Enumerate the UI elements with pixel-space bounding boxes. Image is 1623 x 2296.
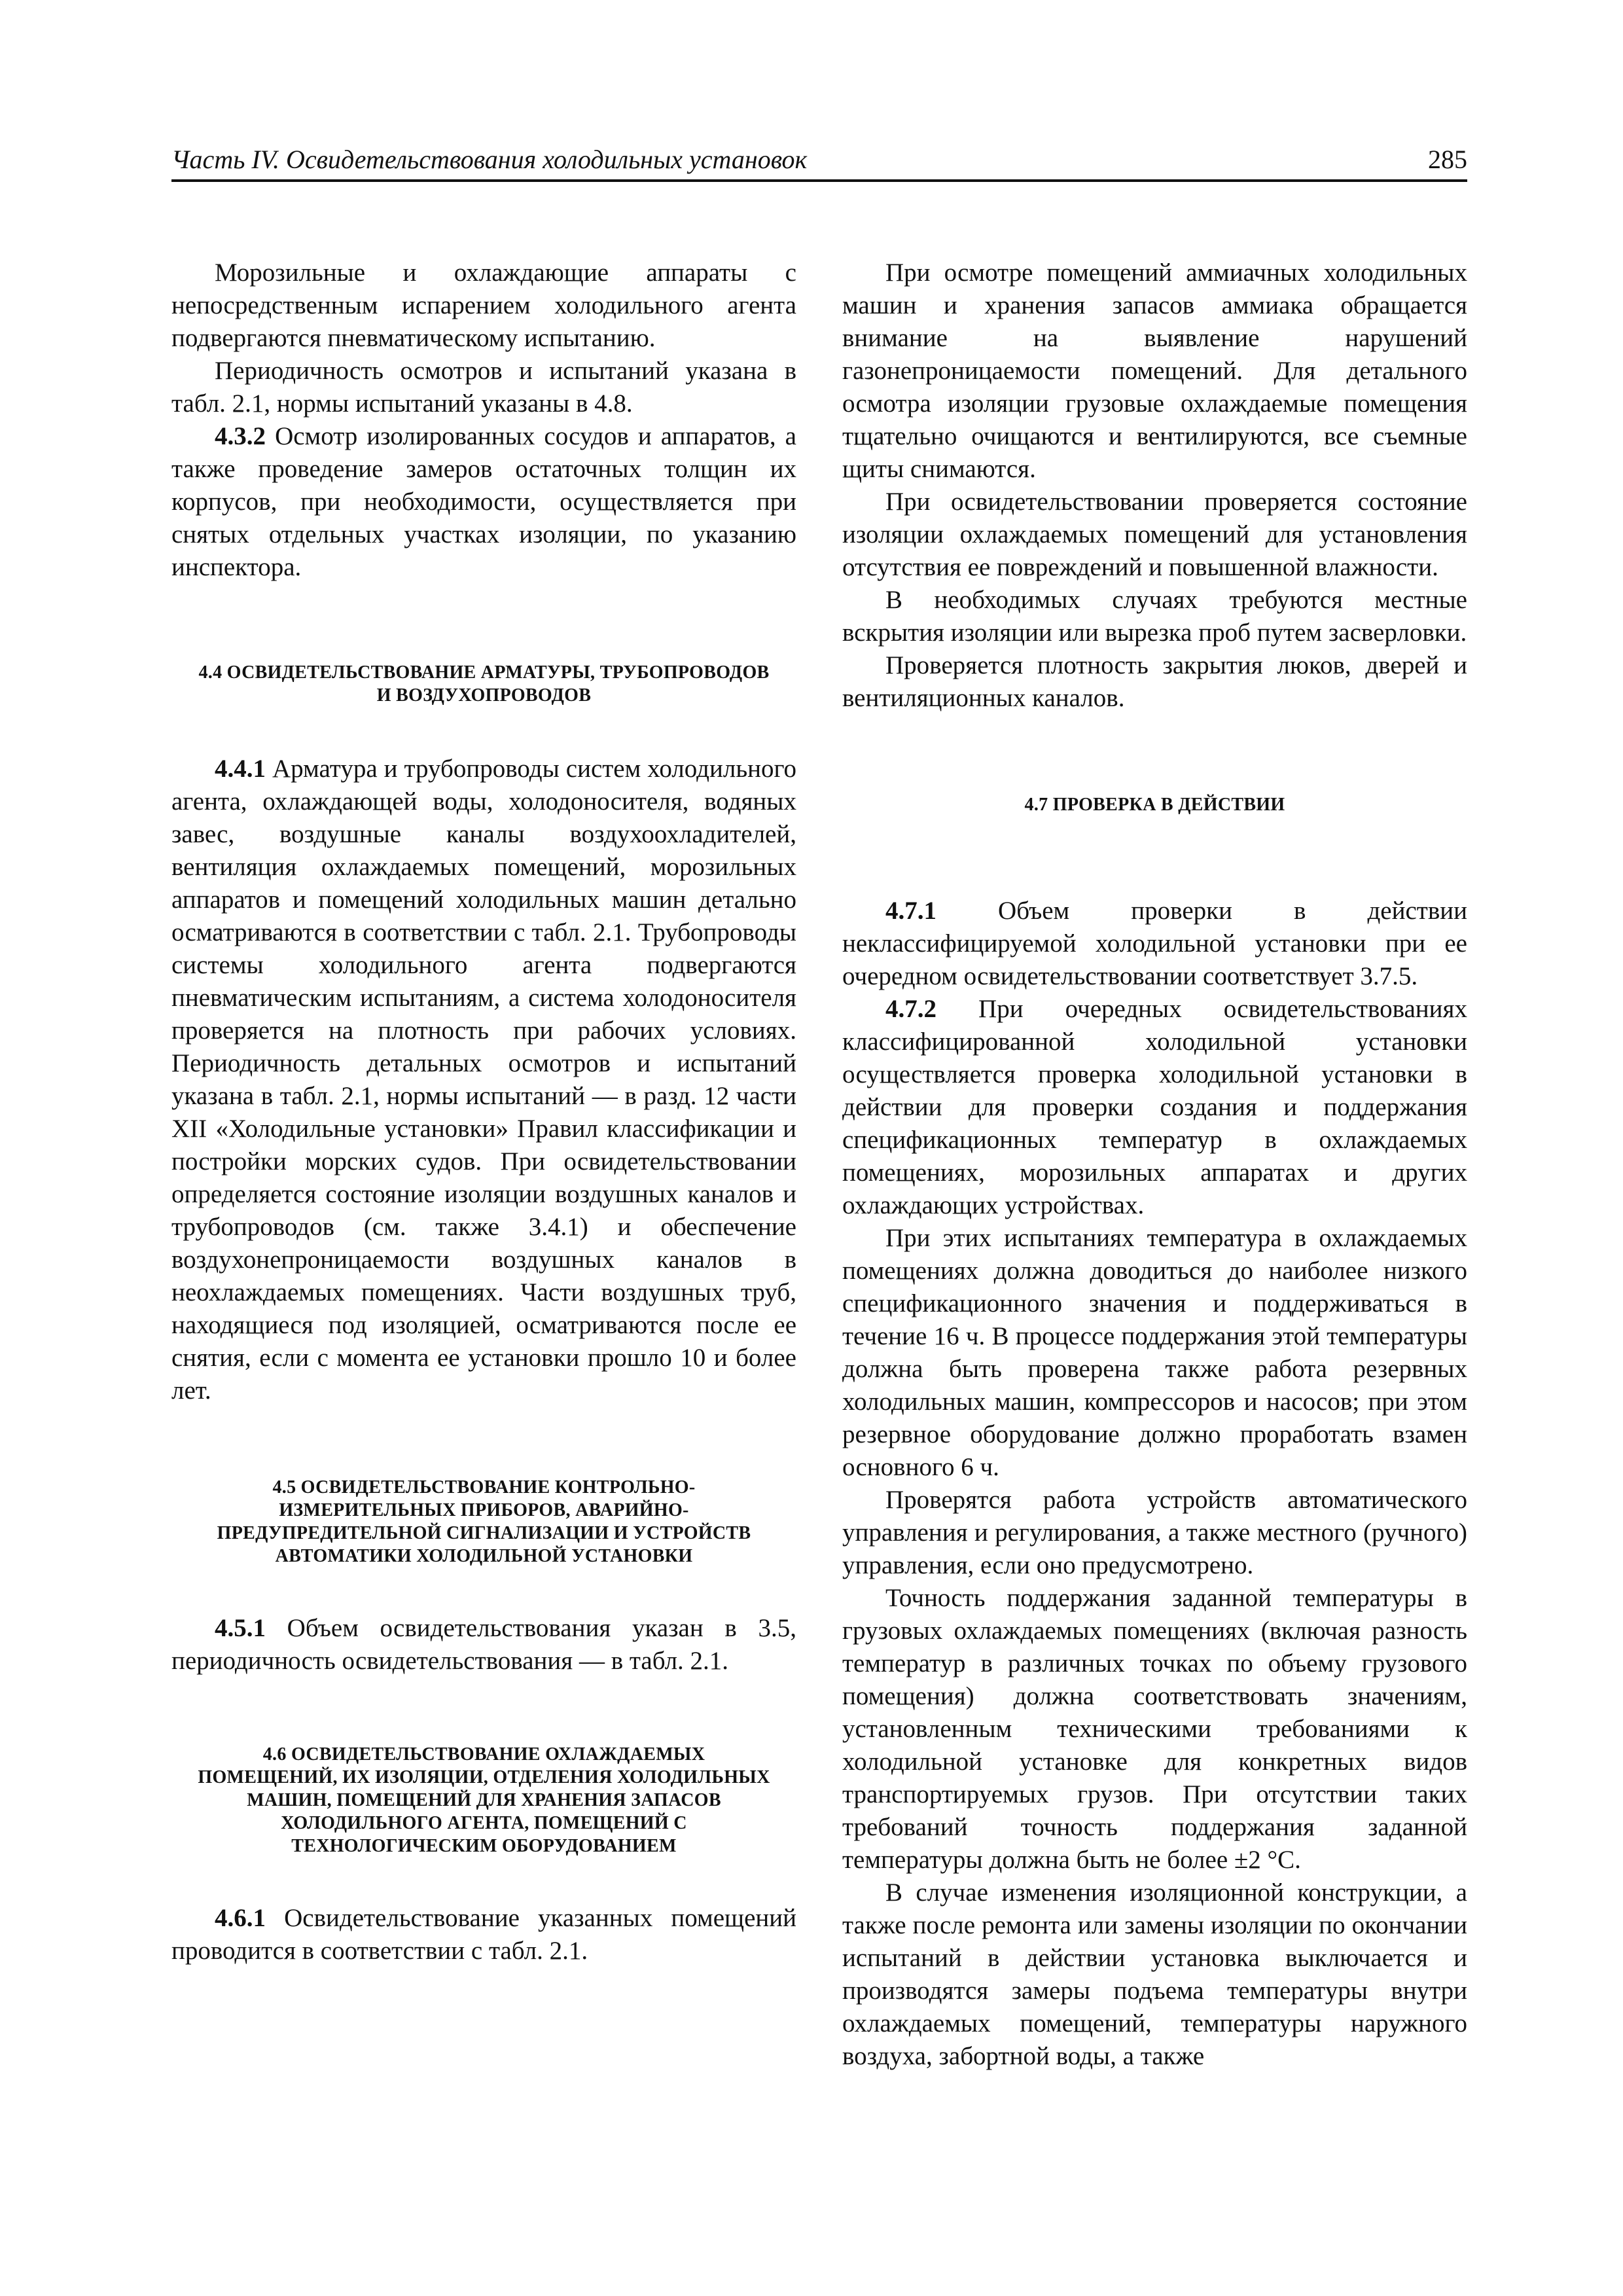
paragraph: В необходимых случаях требуются местные вскрытия изоляции или вырезка проб путем засверловки.: [842, 586, 1467, 647]
paragraph: При осмотре помещений аммиачных холодильных машин и хранения запасов аммиака обращается внимание на выявление нарушений газонепроницаемости помещений. Для детального осмотра изоляции грузовые охлаждаемые помещения тщательно очищаются и вентилируются, все съемные щиты снимаются.: [842, 259, 1467, 483]
clause-number: 4.5.1: [215, 1614, 266, 1642]
paragraph: При освидетельствовании проверяется состояние изоляции охлаждаемых помещений для установления отсутствия ее повреждений и повышенной влажности.: [842, 488, 1467, 581]
paragraph: При этих испытаниях температура в охлаждаемых помещениях должна доводиться до наиболее низкого спецификационного значения и поддерживаться в течение 16 ч. В процессе поддержания этой температуры должна быть проверена также работа резервных холодильных машин, компрессоров и насосов; при этом резервное оборудование должно проработать взамен основного 6 ч.: [842, 1224, 1467, 1481]
section-heading-4-6: 4.6 ОСВИДЕТЕЛЬСТВОВАНИЕ ОХЛАЖДАЕМЫХ ПОМЕЩЕНИЙ, ИХ ИЗОЛЯЦИИ, ОТДЕЛЕНИЯ ХОЛОДИЛЬНЫХ МАШИН, ПОМЕЩЕНИЙ ДЛЯ ХРАНЕНИЯ ЗАПАСОВ ХОЛОДИЛЬНОГО АГЕНТА, ПОМЕЩЕНИЙ С ТЕХНОЛОГИЧЕСКИМ ОБОРУДОВАНИЕМ: [198, 1744, 770, 1856]
clause-text: При очередных освидетельствованиях классифицированной холодильной установки осуществляется проверка холодильной установки в действии для проверки создания и поддержания спецификационных температур в охлаждаемых помещениях, морозильных аппаратах и других охлаждающих устройствах.: [842, 995, 1467, 1219]
running-title: Часть IV. Освидетельствования холодильных установок: [171, 145, 808, 174]
clause-4-5-1: [171, 1612, 796, 1677]
section-heading-4-5: 4.5 ОСВИДЕТЕЛЬСТВОВАНИЕ КОНТРОЛЬНО-ИЗМЕРИТЕЛЬНЫХ ПРИБОРОВ, АВАРИЙНО-ПРЕДУПРЕДИТЕЛЬНОЙ СИГНАЛИЗАЦИИ И УСТРОЙСТВ АВТОМАТИКИ ХОЛОДИЛЬНОЙ УСТАНОВКИ: [217, 1477, 751, 1566]
clause-4-4-1: [171, 753, 796, 1407]
paragraph: Точность поддержания заданной температуры в грузовых охлаждаемых помещениях (включая разность температур в различных точках по объему грузового помещения) должна соответствовать значениям, установленным техническими требованиями к холодильной установке для конкретных видов транспортируемых грузов. При отсутствии таких требований точность поддержания заданной температуры должна быть не более ±2 °С.: [842, 1584, 1467, 1874]
section-heading-4-7: 4.7 ПРОВЕРКА В ДЕЙСТВИИ: [1024, 795, 1285, 815]
clause-text: Объем проверки в действии неклассифицируемой холодильной установки при ее очередном освидетельствовании соответствует 3.7.5.: [842, 897, 1467, 990]
clause-4-3-2: [171, 420, 796, 584]
right-column: [842, 257, 1467, 2073]
clause-number: 4.3.2: [215, 422, 266, 450]
clause-4-7-2: [842, 993, 1467, 1222]
clause-text: Арматура и трубопроводы систем холодильного агента, охлаждающей воды, холодоносителя, водяных завес, воздушные каналы воздухоохладителей, вентиляция охлаждаемых помещений, морозильных аппаратов и помещений холодильных машин детально осматриваются в соответствии с табл. 2.1. Трубопроводы системы холодильного агента подвергаются пневматическим испытаниям, а система холодоносителя проверяется на плотность при рабочих условиях. Периодичность детальных осмотров и испытаний указана в табл. 2.1, нормы испытаний — в разд. 12 части XII «Холодильные установки» Правил классификации и постройки морских судов. При освидетельствовании определяется состояние изоляции воздушных каналов и трубопроводов (см. также 3.4.1) и обеспечение воздухонепроницаемости воздушных каналов в неохлаждаемых помещениях. Части воздушных труб, находящиеся под изоляцией, осматриваются после ее снятия, если с момента ее установки прошло 10 и более лет.: [171, 755, 796, 1405]
clause-text: Осмотр изолированных сосудов и аппаратов, а также проведение замеров остаточных толщин их корпусов, при необходимости, осуществляется при снятых отдельных участках изоляции, по указанию инспектора.: [171, 422, 796, 581]
clause-number: 4.6.1: [215, 1904, 266, 1932]
paragraph: Проверяется плотность закрытия люков, дверей и вентиляционных каналов.: [842, 651, 1467, 712]
clause-4-7-1: [842, 895, 1467, 993]
clause-4-6-1: [171, 1902, 796, 1967]
paragraph: В случае изменения изоляционной конструкции, а также после ремонта или замены изоляции по окончании испытаний в действии установка выключается и производятся замеры подъема температуры внутри охлаждаемых помещений, температуры наружного воздуха, забортной воды, а также: [842, 1878, 1467, 2070]
page-header: [171, 139, 1467, 182]
clause-number: 4.7.1: [885, 897, 936, 925]
clause-text: Объем освидетельствования указан в 3.5, периодичность освидетельствования — в табл. 2.1.: [171, 1614, 796, 1675]
clause-number: 4.7.2: [885, 995, 936, 1023]
page-number: 285: [1428, 145, 1467, 174]
paragraph: Проверятся работа устройств автоматического управления и регулирования, а также местного (ручного) управления, если оно предусмотрено.: [842, 1486, 1467, 1579]
section-heading-4-4: 4.4 ОСВИДЕТЕЛЬСТВОВАНИЕ АРМАТУРЫ, ТРУБОПРОВОДОВ И ВОЗДУХОПРОВОДОВ: [198, 662, 770, 706]
left-column: [171, 257, 796, 1967]
paragraph: Периодичность осмотров и испытаний указана в табл. 2.1, нормы испытаний указаны в 4.8.: [171, 357, 796, 418]
paragraph: Морозильные и охлаждающие аппараты с непосредственным испарением холодильного агента подвергаются пневматическому испытанию.: [171, 259, 796, 352]
clause-text: Освидетельствование указанных помещений проводится в соответствии с табл. 2.1.: [171, 1904, 796, 1965]
clause-number: 4.4.1: [215, 755, 266, 783]
